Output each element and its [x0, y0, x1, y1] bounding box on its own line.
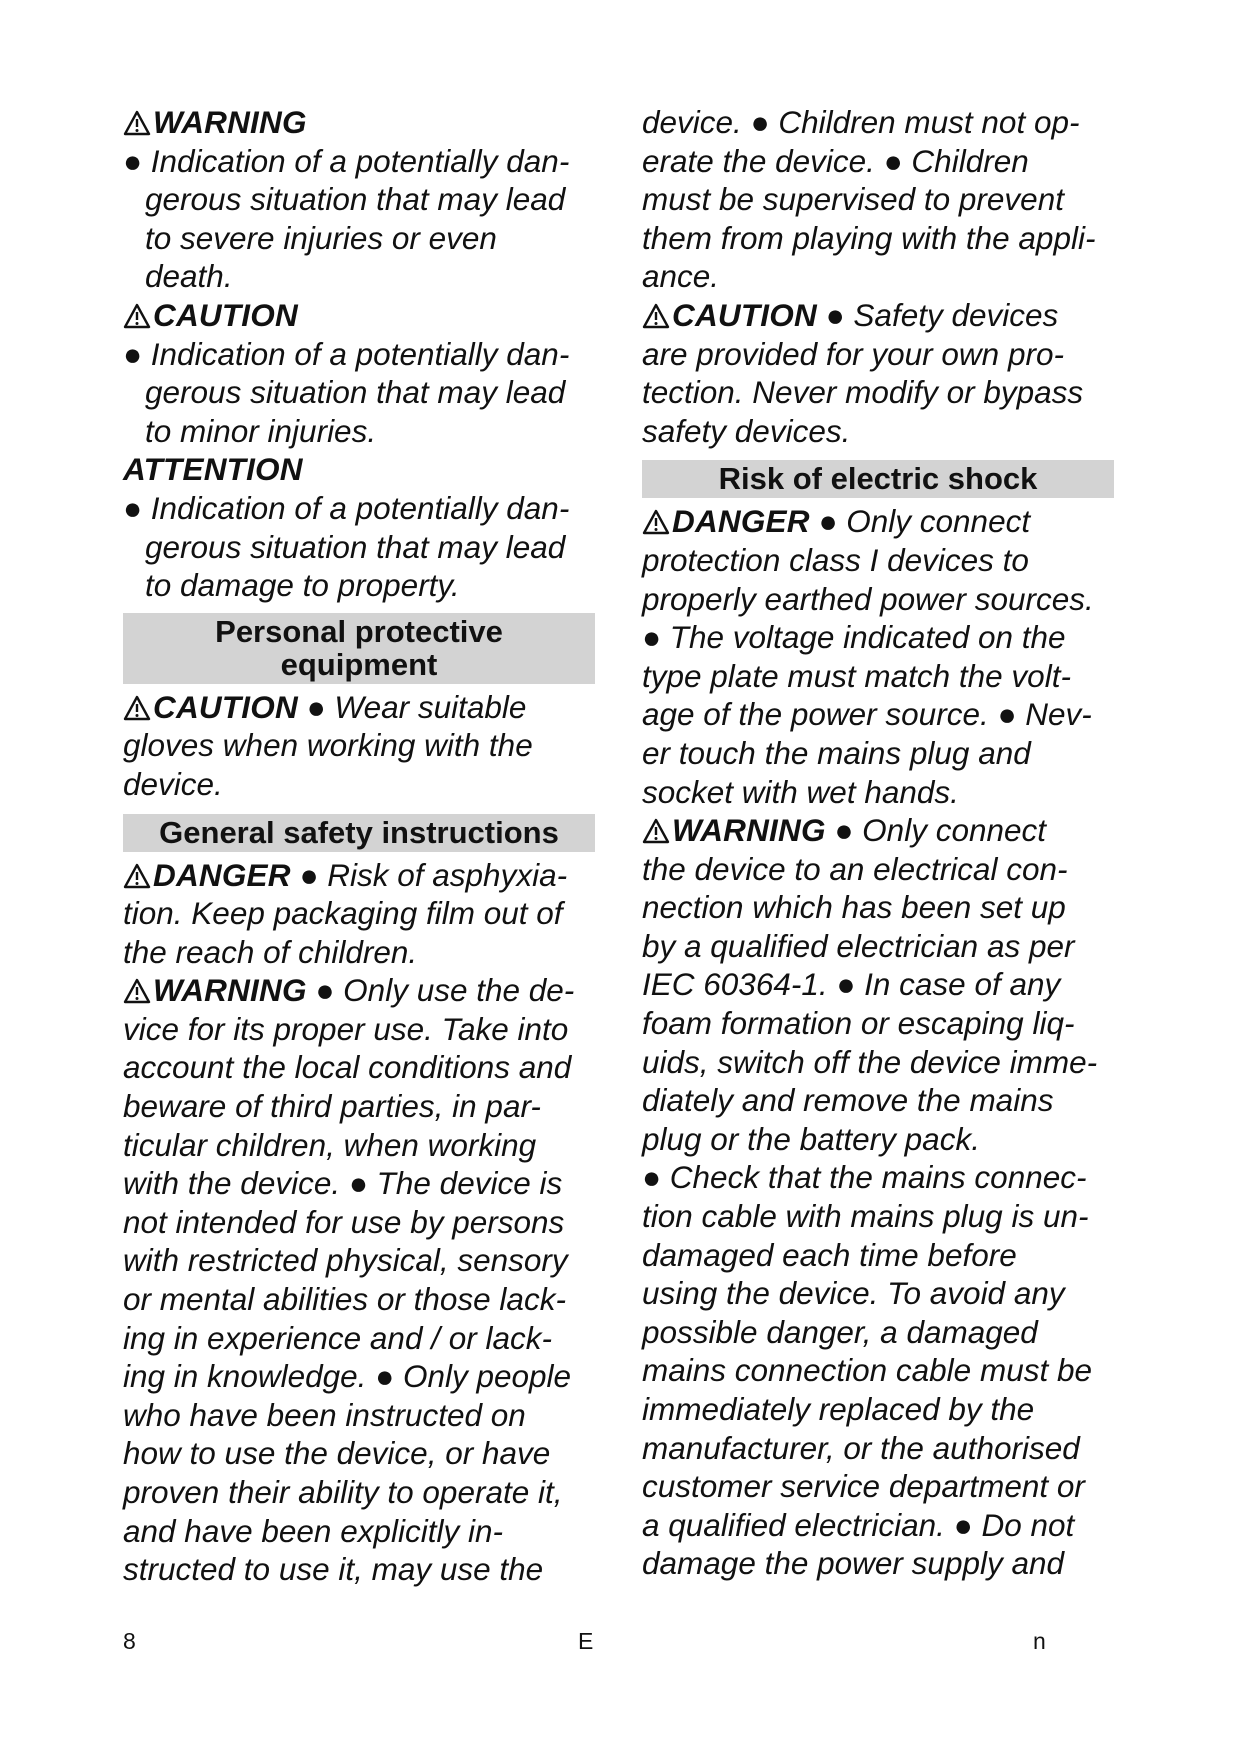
warning-text-line: customer service department or	[642, 1468, 1085, 1505]
caution-text: ● Safety devices	[816, 296, 1059, 333]
intro-text-line: must be supervised to prevent	[642, 181, 1064, 218]
right-column	[642, 103, 1114, 1583]
warning-text-line: the device to an electrical con-	[642, 850, 1068, 887]
general-warning-text-line: account the local conditions and	[123, 1049, 572, 1086]
general-warning-text-line: proven their ability to operate it,	[123, 1474, 563, 1510]
caution-text-line: to minor injuries.	[145, 412, 377, 449]
page-number: 8	[123, 1628, 136, 1654]
warning-text-line: by a qualified electrician as per	[642, 927, 1075, 964]
caution-heading-line	[123, 296, 595, 335]
danger-label: DANGER	[672, 503, 810, 540]
ppe-text-line: device.	[123, 765, 223, 802]
caution-text-line: gerous situation that may lead	[145, 374, 566, 411]
general-warning-text: ● Only use the de-	[306, 972, 575, 1009]
ppe-text-line: gloves when working with the	[123, 727, 533, 764]
warning-text-line: uids, switch off the device imme-	[642, 1043, 1098, 1080]
warning-text: ● Only connect	[825, 812, 1047, 849]
caution-label: CAUTION	[153, 296, 298, 333]
caution-text-line: safety devices.	[642, 412, 851, 449]
attention-text-line: ● Indication of a potentially dan-	[123, 489, 570, 526]
general-warning-text-line: not intended for use by persons	[123, 1203, 565, 1240]
attention-label: ATTENTION	[123, 451, 303, 488]
warning-text-line: IEC 60364-1. ● In case of any	[642, 966, 1061, 1003]
warning-text-line: ● Check that the mains connec-	[642, 1159, 1087, 1196]
general-warning-text-line: ticular children, when working	[123, 1126, 537, 1163]
general-warning-text-line: and have been explicitly in-	[123, 1512, 503, 1549]
warning-text-line: foam formation or escaping liq-	[642, 1005, 1075, 1042]
general-warning-text-line: ing in experience and / or lack-	[123, 1319, 552, 1356]
warning-text-line: using the device. To avoid any	[642, 1275, 1065, 1312]
attention-text-line: to damage to property.	[145, 567, 460, 604]
attention-text-line: gerous situation that may lead	[145, 528, 566, 565]
warning-text-line: to severe injuries or even	[145, 219, 497, 256]
general-warning-text-line: or mental abilities or those lack-	[123, 1281, 566, 1318]
general-warning-text-line: how to use the device, or have	[123, 1435, 551, 1472]
general-warning-text-line: vice for its proper use. Take into	[123, 1010, 569, 1047]
warning-text-line: plug or the battery pack.	[642, 1120, 980, 1157]
warning-text-line: nection which has been set up	[642, 889, 1066, 926]
general-warning-text-line: structed to use it, may use the	[123, 1551, 544, 1588]
general-warning-text-line: ing in knowledge. ● Only people	[123, 1358, 572, 1395]
danger-line	[123, 856, 595, 895]
section-heading-general-safety: General safety instructions	[123, 814, 595, 852]
danger-text-line: protection class I devices to	[642, 541, 1029, 578]
warning-heading-line	[123, 103, 595, 142]
caution-text-line: tection. Never modify or bypass	[642, 374, 1084, 411]
danger-text-line: tion. Keep packaging film out of	[123, 895, 563, 932]
warning-text-line: mains connection cable must be	[642, 1352, 1092, 1389]
warning-triangle-icon	[123, 863, 151, 889]
caution-text-line: ● Indication of a potentially dan-	[123, 335, 570, 372]
warning-text-line: diately and remove the mains	[642, 1082, 1054, 1119]
footer-lang-left: E	[578, 1628, 594, 1654]
warning-label: WARNING	[153, 972, 307, 1009]
warning-text-line: damaged each time before	[642, 1236, 1017, 1273]
section-heading-electric-shock: Risk of electric shock	[642, 460, 1114, 498]
intro-text-line: device. ● Children must not op-	[642, 104, 1080, 140]
warning-text-line: tion cable with mains plug is un-	[642, 1198, 1089, 1235]
intro-text-line: ance.	[642, 258, 720, 295]
warning-line	[642, 811, 1114, 850]
warning-triangle-icon	[642, 509, 670, 535]
caution-text-line: are provided for your own pro-	[642, 335, 1064, 372]
intro-text-line: them from playing with the appli-	[642, 219, 1096, 256]
general-warning-text-line: who have been instructed on	[123, 1396, 526, 1433]
warning-triangle-icon	[123, 110, 151, 136]
danger-text: ● Only connect	[809, 503, 1031, 540]
ppe-caution-line	[123, 688, 595, 727]
warning-triangle-icon	[123, 695, 151, 721]
caution-line	[642, 296, 1114, 335]
warning-triangle-icon	[123, 978, 151, 1004]
danger-text-line: properly earthed power sources.	[642, 580, 1094, 617]
danger-text-line: socket with wet hands.	[642, 773, 959, 810]
danger-text-line: age of the power source. ● Nev-	[642, 696, 1092, 733]
attention-heading-line	[123, 450, 595, 489]
footer-lang-right: n	[1033, 1628, 1046, 1654]
danger-text-line: er touch the mains plug and	[642, 734, 1031, 771]
warning-text-line: possible danger, a damaged	[642, 1313, 1038, 1350]
danger-text-line: the reach of children.	[123, 933, 418, 970]
warning-text-line: ● Indication of a potentially dan-	[123, 142, 570, 179]
ppe-text: ● Wear suitable	[297, 688, 527, 725]
left-column	[123, 103, 595, 1589]
warning-label: WARNING	[153, 104, 307, 140]
danger-text: ● Risk of asphyxia-	[290, 856, 568, 893]
intro-text-line: erate the device. ● Children	[642, 142, 1029, 179]
warning-text-line: a qualified electrician. ● Do not	[642, 1506, 1075, 1543]
general-warning-text-line: with the device. ● The device is	[123, 1165, 563, 1202]
warning-triangle-icon	[642, 303, 670, 329]
caution-label: CAUTION	[672, 296, 817, 333]
danger-text-line: type plate must match the volt-	[642, 657, 1071, 694]
warning-triangle-icon	[123, 303, 151, 329]
warning-triangle-icon	[642, 818, 670, 844]
general-warning-text-line: with restricted physical, sensory	[123, 1242, 568, 1279]
warning-label: WARNING	[672, 812, 826, 849]
warning-text-line: immediately replaced by the	[642, 1391, 1035, 1427]
section-heading-ppe: Personal protective equipment	[123, 613, 595, 684]
warning-text-line: damage the power supply and	[642, 1545, 1065, 1582]
general-warning-line	[123, 971, 595, 1010]
danger-label: DANGER	[153, 856, 291, 893]
caution-label: CAUTION	[153, 688, 298, 725]
general-warning-text-line: beware of third parties, in par-	[123, 1088, 541, 1125]
warning-text-line: gerous situation that may lead	[145, 181, 566, 218]
danger-line	[642, 502, 1114, 541]
danger-text-line: ● The voltage indicated on the	[642, 619, 1066, 656]
warning-text-line: manufacturer, or the authorised	[642, 1429, 1080, 1466]
warning-text-line: death.	[145, 258, 233, 295]
